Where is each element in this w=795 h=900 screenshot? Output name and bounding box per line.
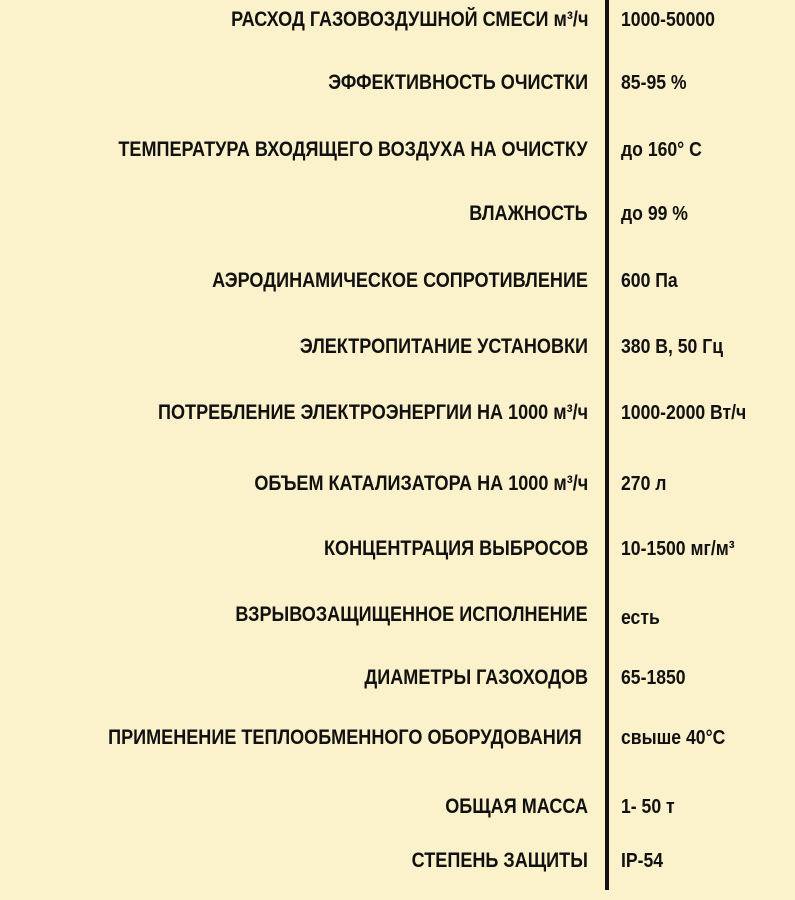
spec-value: 1000-50000 <box>621 9 715 31</box>
spec-label: ВЛАЖНОСТЬ <box>469 202 588 225</box>
spec-value: 10-1500 мг/м³ <box>621 538 735 560</box>
spec-row-protection-class <box>0 841 795 881</box>
spec-value: 600 Па <box>621 270 678 292</box>
spec-row-total-mass <box>0 787 795 827</box>
spec-label: РАСХОД ГАЗОВОЗДУШНОЙ СМЕСИ м³/ч <box>230 8 588 31</box>
spec-value: до 99 % <box>621 203 688 225</box>
spec-label: ПОТРЕБЛЕНИЕ ЭЛЕКТРОЭНЕРГИИ НА 1000 м³/ч <box>157 401 588 424</box>
spec-value: IP-54 <box>621 850 664 872</box>
spec-label: ТЕМПЕРАТУРА ВХОДЯЩЕГО ВОЗДУХА НА ОЧИСТКУ <box>118 138 588 161</box>
spec-row-catalyst-volume <box>0 464 795 504</box>
spec-row-temperature <box>0 130 795 170</box>
spec-value: 270 л <box>621 473 667 495</box>
spec-label: ОБЩАЯ МАССА <box>445 795 588 818</box>
spec-value: есть <box>621 607 660 629</box>
spec-row-aero-resistance <box>0 261 795 301</box>
spec-row-power-supply <box>0 327 795 367</box>
spec-label: КОНЦЕНТРАЦИЯ ВЫБРОСОВ <box>323 537 588 560</box>
spec-label: ОБЪЕМ КАТАЛИЗАТОРА НА 1000 м³/ч <box>254 472 588 495</box>
spec-label: ЭЛЕКТРОПИТАНИЕ УСТАНОВКИ <box>299 335 588 358</box>
spec-label: ЭФФЕКТИВНОСТЬ ОЧИСТКИ <box>328 71 588 94</box>
spec-value: 65-1850 <box>621 667 686 689</box>
spec-value: 1- 50 т <box>621 796 675 818</box>
spec-row-emission-concentration <box>0 529 795 569</box>
spec-value: 380 В, 50 Гц <box>621 336 724 358</box>
spec-value: 1000-2000 Вт/ч <box>621 402 747 424</box>
spec-row-humidity <box>0 194 795 234</box>
spec-label: ВЗРЫВОЗАЩИЩЕННОЕ ИСПОЛНЕНИЕ <box>235 603 588 626</box>
spec-row-heat-exchange <box>0 718 795 758</box>
spec-row-duct-diameters <box>0 658 795 698</box>
spec-label: АЭРОДИНАМИЧЕСКОЕ СОПРОТИВЛЕНИЕ <box>212 269 588 292</box>
spec-value: до 160° С <box>621 139 702 161</box>
spec-value: свыше 40°С <box>621 727 726 749</box>
spec-label: ДИАМЕТРЫ ГАЗОХОДОВ <box>364 666 588 689</box>
spec-value: 85-95 % <box>621 72 687 94</box>
spec-label: СТЕПЕНЬ ЗАЩИТЫ <box>411 849 588 872</box>
spec-row-efficiency <box>0 63 795 103</box>
spec-row-flow-rate <box>0 0 795 40</box>
spec-row-power-consumption <box>0 393 795 433</box>
spec-row-explosion-proof <box>0 595 795 635</box>
spec-label: ПРИМЕНЕНИЕ ТЕПЛООБМЕННОГО ОБОРУДОВАНИЯ <box>108 726 582 749</box>
